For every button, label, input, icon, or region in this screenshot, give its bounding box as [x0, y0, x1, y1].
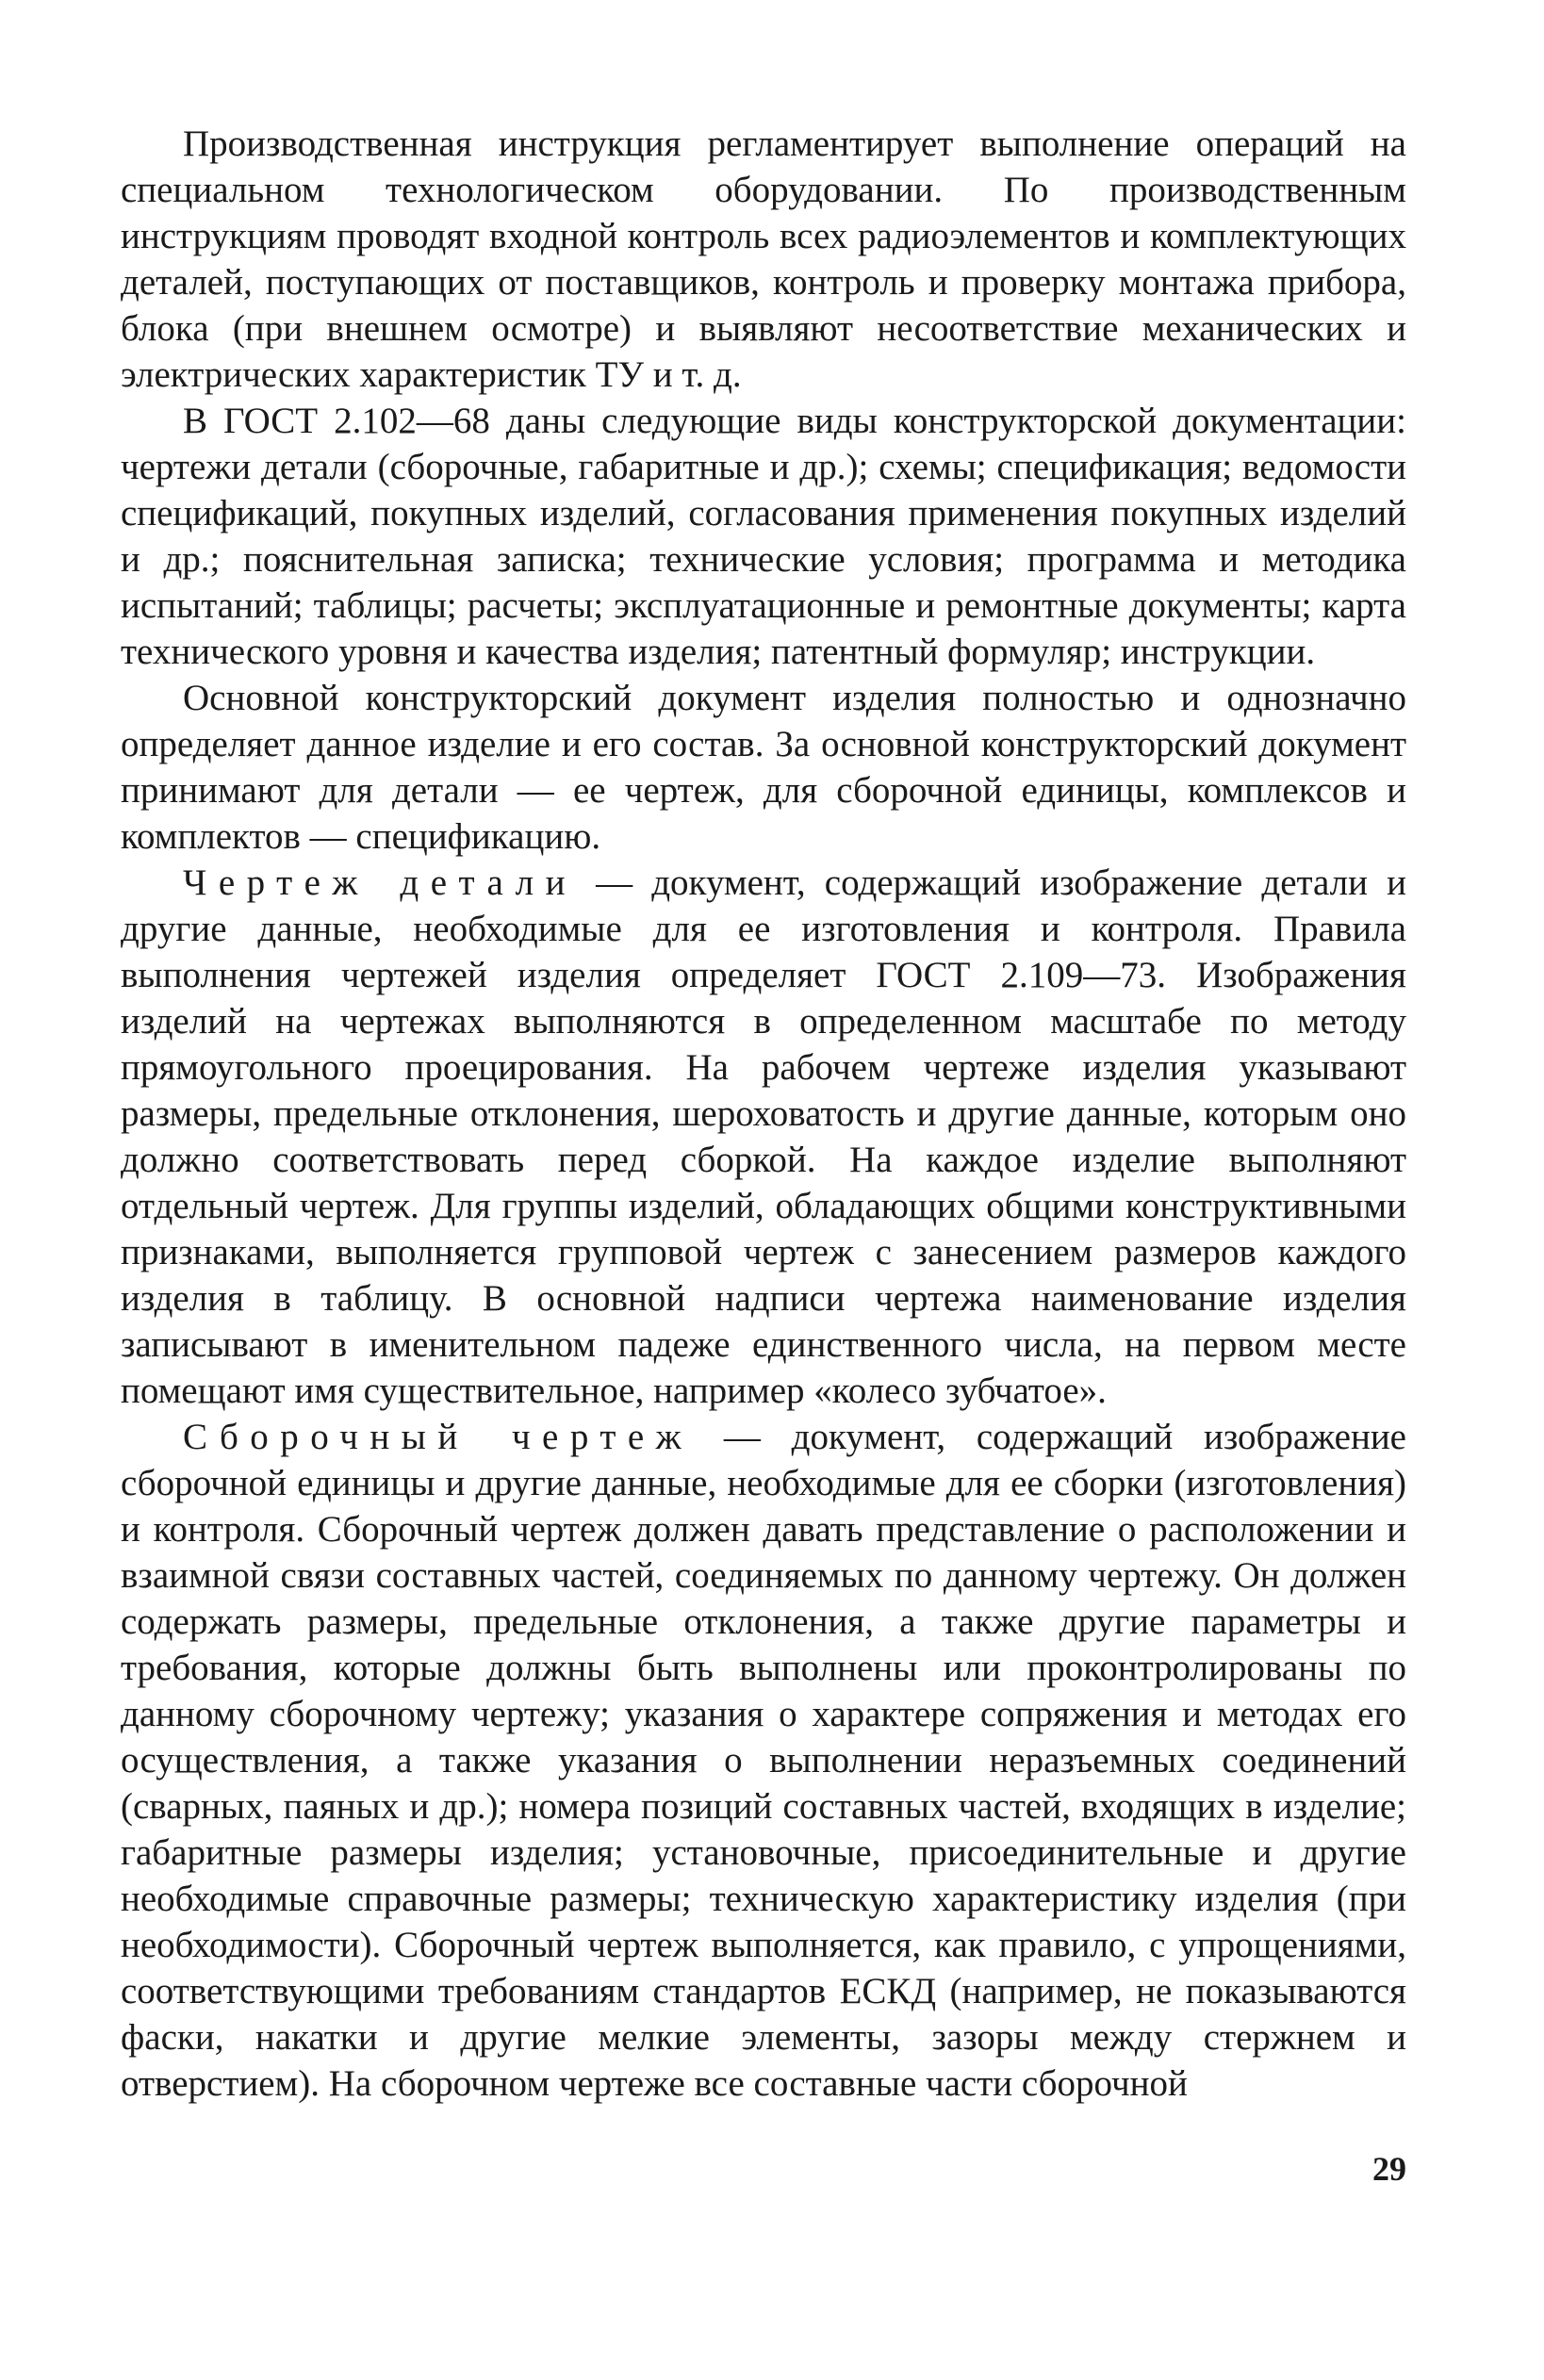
paragraph-production-instruction [121, 121, 1406, 398]
term-assembly-drawing: Сборочный чертеж [183, 1417, 694, 1457]
paragraph-text: — документ, содержащий изображение детали и другие данные, необходимые для ее изготовления и контроля. Правила выполнения чертежей изделия определяет ГОСТ 2.109—73. Изображения изделий на чертежах выполняются в определенном масштабе по методу прямоугольного проецирования. На рабочем чертеже изделия указывают размеры, предельные отклонения, шероховатость и другие данные, которым оно должно соответствовать перед сборкой. На каждое изделие выполняют отдельный чертеж. Для группы изделий, обладающих общими конструктивными признаками, выполняется групповой чертеж с занесением размеров каждого изделия в таблицу. В основной надписи чертежа наименование изделия записывают в именительном падеже единственного числа, на первом месте помещают имя существительное, например «колесо зубчатое». [121, 862, 1407, 1411]
body-text [121, 121, 1406, 2107]
paragraph-text: В ГОСТ 2.102—68 даны следующие виды конструкторской документации: чертежи детали (сборочные, габаритные и др.); схемы; спецификация; ведомости спецификаций, покупных изделий, согласования применения покупных изделий и др.; пояснительная записка; технические условия; программа и методика испытаний; таблицы; расчеты; эксплуатационные и ремонтные документы; карта технического уровня и качества изделия; патентный формуляр; инструкции. [121, 401, 1406, 672]
paragraph-main-design-document [121, 675, 1406, 860]
paragraph-text: Основной конструкторский документ изделия полностью и однозначно определяет данное изделие и его состав. За основной конструкторский документ принимают для детали — ее чертеж, для сборочной единицы, комплексов и комплектов — спецификацию. [121, 678, 1406, 857]
paragraph-text: Производственная инструкция регламентирует выполнение операций на специальном технологическом оборудовании. По производственным инструкциям проводят входной контроль всех радиоэлементов и комплектующих деталей, поступающих от поставщиков, контроль и проверку монтажа прибора, блока (при внешнем осмотре) и выявляют несоответствие механических и электрических характеристик ТУ и т. д. [121, 123, 1406, 395]
paragraph-text: — документ, содержащий изображение сборочной единицы и другие данные, необходимые для ее сборки (изготовления) и контроля. Сборочный чертеж должен давать представление о расположении и взаимной связи составных частей, соединяемых по данному чертежу. Он должен содержать размеры, предельные отклонения, а также другие параметры и требования, которые должны быть выполнены или проконтролированы по данному сборочному чертежу; указания о характере сопряжения и методах его осуществления, а также указания о выполнении неразъемных соединений (сварных, паяных и др.); номера позиций составных частей, входящих в изделие; габаритные размеры изделия; установочные, присоединительные и другие необходимые справочные размеры; техническую характеристику изделия (при необходимости). Сборочный чертеж выполняется, как правило, с упрощениями, соответствующими требованиям стандартов ЕСКД (например, не показываются фаски, накатки и другие мелкие элементы, зазоры между стержнем и отверстием). На сборочном чертеже все составные части сборочной [121, 1417, 1406, 2104]
term-part-drawing: Чертеж детали [183, 862, 577, 903]
paragraph-assembly-drawing [121, 1414, 1406, 2107]
paragraph-part-drawing [121, 860, 1406, 1414]
paragraph-gost-document-types [121, 398, 1406, 675]
page-number: 29 [1372, 2150, 1406, 2188]
